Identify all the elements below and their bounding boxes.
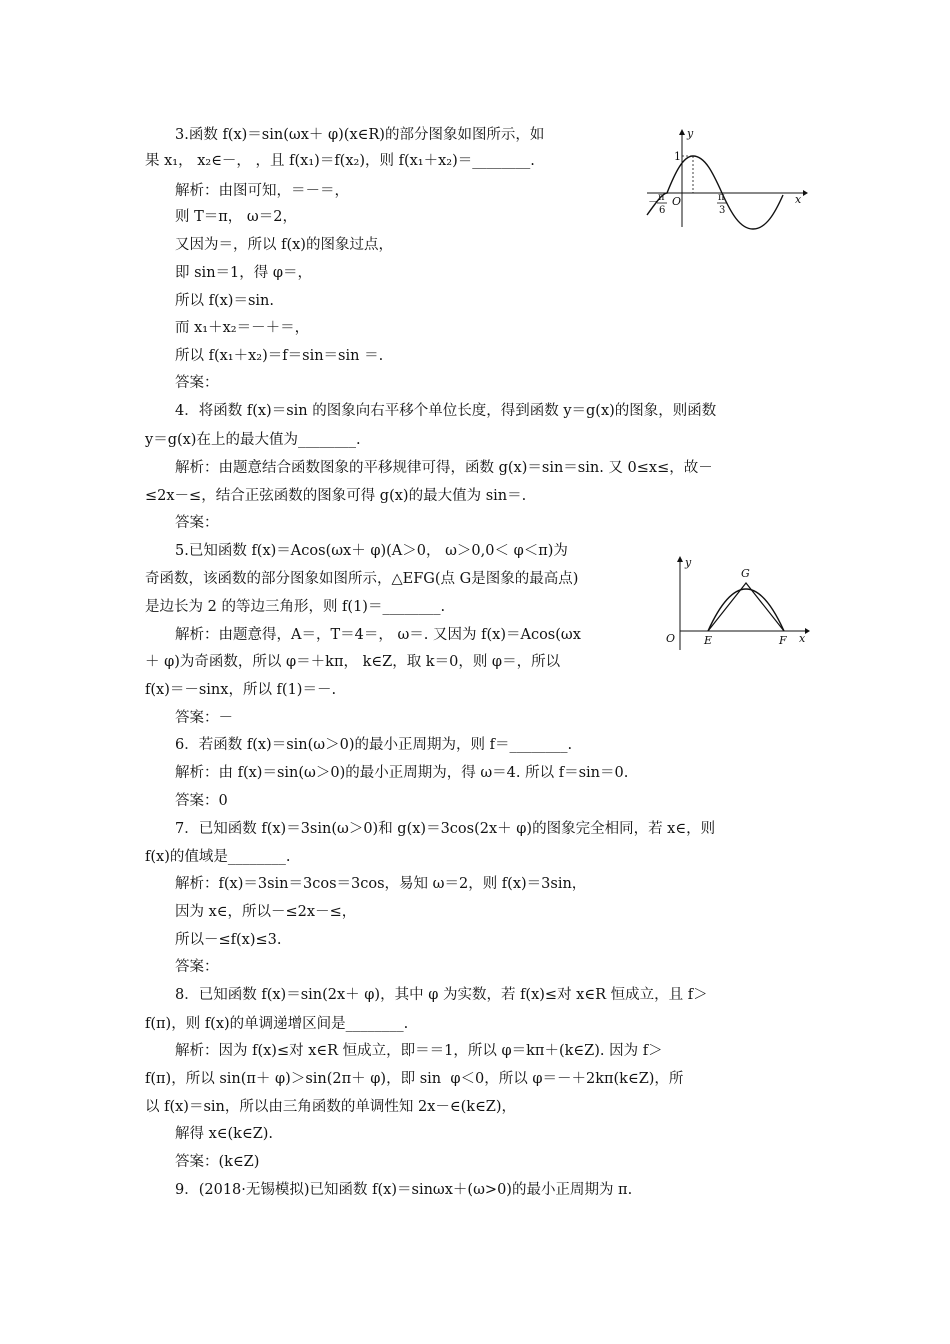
text-line: f(x)＝－sinx，所以 f(1)＝－.	[145, 682, 337, 698]
text-line: f(x)的值域是________.	[145, 849, 291, 865]
text-line: 因为 x∈，所以－≤2x－≤，	[175, 904, 357, 920]
point-f-label: F	[779, 634, 787, 647]
right-tick-den: 3	[719, 205, 726, 216]
text-line: 则 T＝π， ω＝2，	[175, 209, 297, 225]
text-line: 而 x₁＋x₂＝－＋＝，	[175, 320, 310, 336]
x-axis-label: x	[799, 632, 806, 645]
text-line: 9．(2018·无锡模拟)已知函数 f(x)＝sinωx＋(ω>0)的最小正周期为 π.	[175, 1182, 633, 1198]
y-axis-arrow	[677, 556, 683, 562]
text-line: 8．已知函数 f(x)＝sin(2x＋ φ)，其中 φ 为实数，若 f(x)≤对 x∈R 恒成立，且 f＞	[175, 987, 708, 1003]
left-tick-sign: －	[648, 195, 659, 208]
text-line: 解析：由图可知，＝－＝，	[175, 183, 349, 199]
text-line: 答案：－	[175, 710, 233, 726]
text-line: 所以－≤f(x)≤3.	[175, 932, 282, 948]
point-g-label: G	[741, 567, 750, 580]
figure-sine-graph	[645, 125, 810, 230]
text-line: 即 sin＝1，得 φ＝，	[175, 265, 313, 281]
text-line: 解析：因为 f(x)≤对 x∈R 恒成立，即＝＝1，所以 φ＝kπ＋(k∈Z). 因为 f＞	[175, 1043, 663, 1059]
text-line: 又因为＝，所以 f(x)的图象过点，	[175, 237, 393, 253]
text-line: 答案：	[175, 515, 219, 531]
x-axis-arrow	[805, 628, 810, 634]
text-line: 果 x₁， x₂∈－， ，且 f(x₁)＝f(x₂)，则 f(x₁＋x₂)＝________.	[145, 153, 535, 169]
text-line: 答案：0	[175, 793, 228, 809]
origin-label: O	[672, 195, 682, 208]
text-line: 所以 f(x)＝sin.	[175, 293, 274, 309]
text-line: 奇函数，该函数的部分图象如图所示，△EFG(点 G是图象的最高点)	[145, 571, 579, 587]
text-line: 答案：	[175, 959, 219, 975]
text-line: y＝g(x)在上的最大值为________.	[145, 432, 361, 448]
text-line: ＋ φ)为奇函数，所以 φ＝＋kπ， k∈Z，取 k＝0，则 φ＝，所以	[145, 654, 561, 670]
point-e-label: E	[704, 634, 713, 647]
origin-label: O	[666, 632, 676, 645]
text-line: 所以 f(x₁＋x₂)＝f＝sin＝sin ＝.	[175, 348, 384, 364]
text-line: 4．将函数 f(x)＝sin 的图象向右平移个单位长度，得到函数 y＝g(x)的图象，则函数	[175, 403, 717, 419]
y-axis-label: y	[685, 556, 692, 569]
x-axis-arrow	[803, 190, 808, 196]
text-line: 答案：	[175, 375, 219, 391]
text-line: 解析：由题意得，A＝，T＝4＝， ω＝. 又因为 f(x)＝Acos(ωx	[175, 627, 581, 643]
text-line: 以 f(x)＝sin，所以由三角函数的单调性知 2x－∈(k∈Z)，	[145, 1099, 517, 1115]
text-line: f(π)，则 f(x)的单调递增区间是________.	[145, 1016, 409, 1032]
text-line: 是边长为 2 的等边三角形，则 f(1)＝________.	[145, 599, 446, 615]
text-line: 6．若函数 f(x)＝sin(ω＞0)的最小正周期为，则 f＝________.	[175, 737, 573, 753]
cosine-hump	[708, 589, 784, 631]
text-line: 解得 x∈(k∈Z).	[175, 1126, 274, 1142]
text-line: 解析：f(x)＝3sin＝3cos＝3cos，易知 ω＝2，则 f(x)＝3sin，	[175, 876, 587, 892]
text-line: 解析：由 f(x)＝sin(ω＞0)的最小正周期为，得 ω＝4. 所以 f＝sin＝0.	[175, 765, 629, 781]
text-line: 解析：由题意结合函数图象的平移规律可得，函数 g(x)＝sin＝sin. 又 0≤x≤，故－	[175, 460, 713, 476]
text-line: 5.已知函数 f(x)＝Acos(ωx＋ φ)(A＞0， ω＞0,0＜ φ＜π)为	[175, 543, 568, 559]
left-tick-num: π	[658, 192, 665, 203]
text-line: 7．已知函数 f(x)＝3sin(ω＞0)和 g(x)＝3cos(2x＋ φ)的图象完全相同，若 x∈，则	[175, 821, 716, 837]
text-line: 答案：(k∈Z)	[175, 1154, 260, 1170]
left-tick-den: 6	[659, 205, 666, 216]
y-axis-label: y	[687, 127, 694, 140]
triangle-efg	[708, 583, 784, 631]
right-tick-num: π	[718, 192, 725, 203]
x-axis-label: x	[795, 193, 802, 206]
text-line: ≤2x－≤，结合正弦函数的图象可得 g(x)的最大值为 sin＝.	[145, 488, 527, 504]
figure-triangle-graph	[660, 552, 812, 652]
text-line: 3.函数 f(x)＝sin(ωx＋ φ)(x∈R)的部分图象如图所示，如	[175, 127, 545, 143]
text-line: f(π)，所以 sin(π＋ φ)＞sin(2π＋ φ)，即 sin φ＜0，所以 φ＝－＋2kπ(k∈Z)，所	[145, 1071, 684, 1087]
one-label: 1	[674, 150, 681, 163]
y-axis-arrow	[679, 129, 685, 135]
